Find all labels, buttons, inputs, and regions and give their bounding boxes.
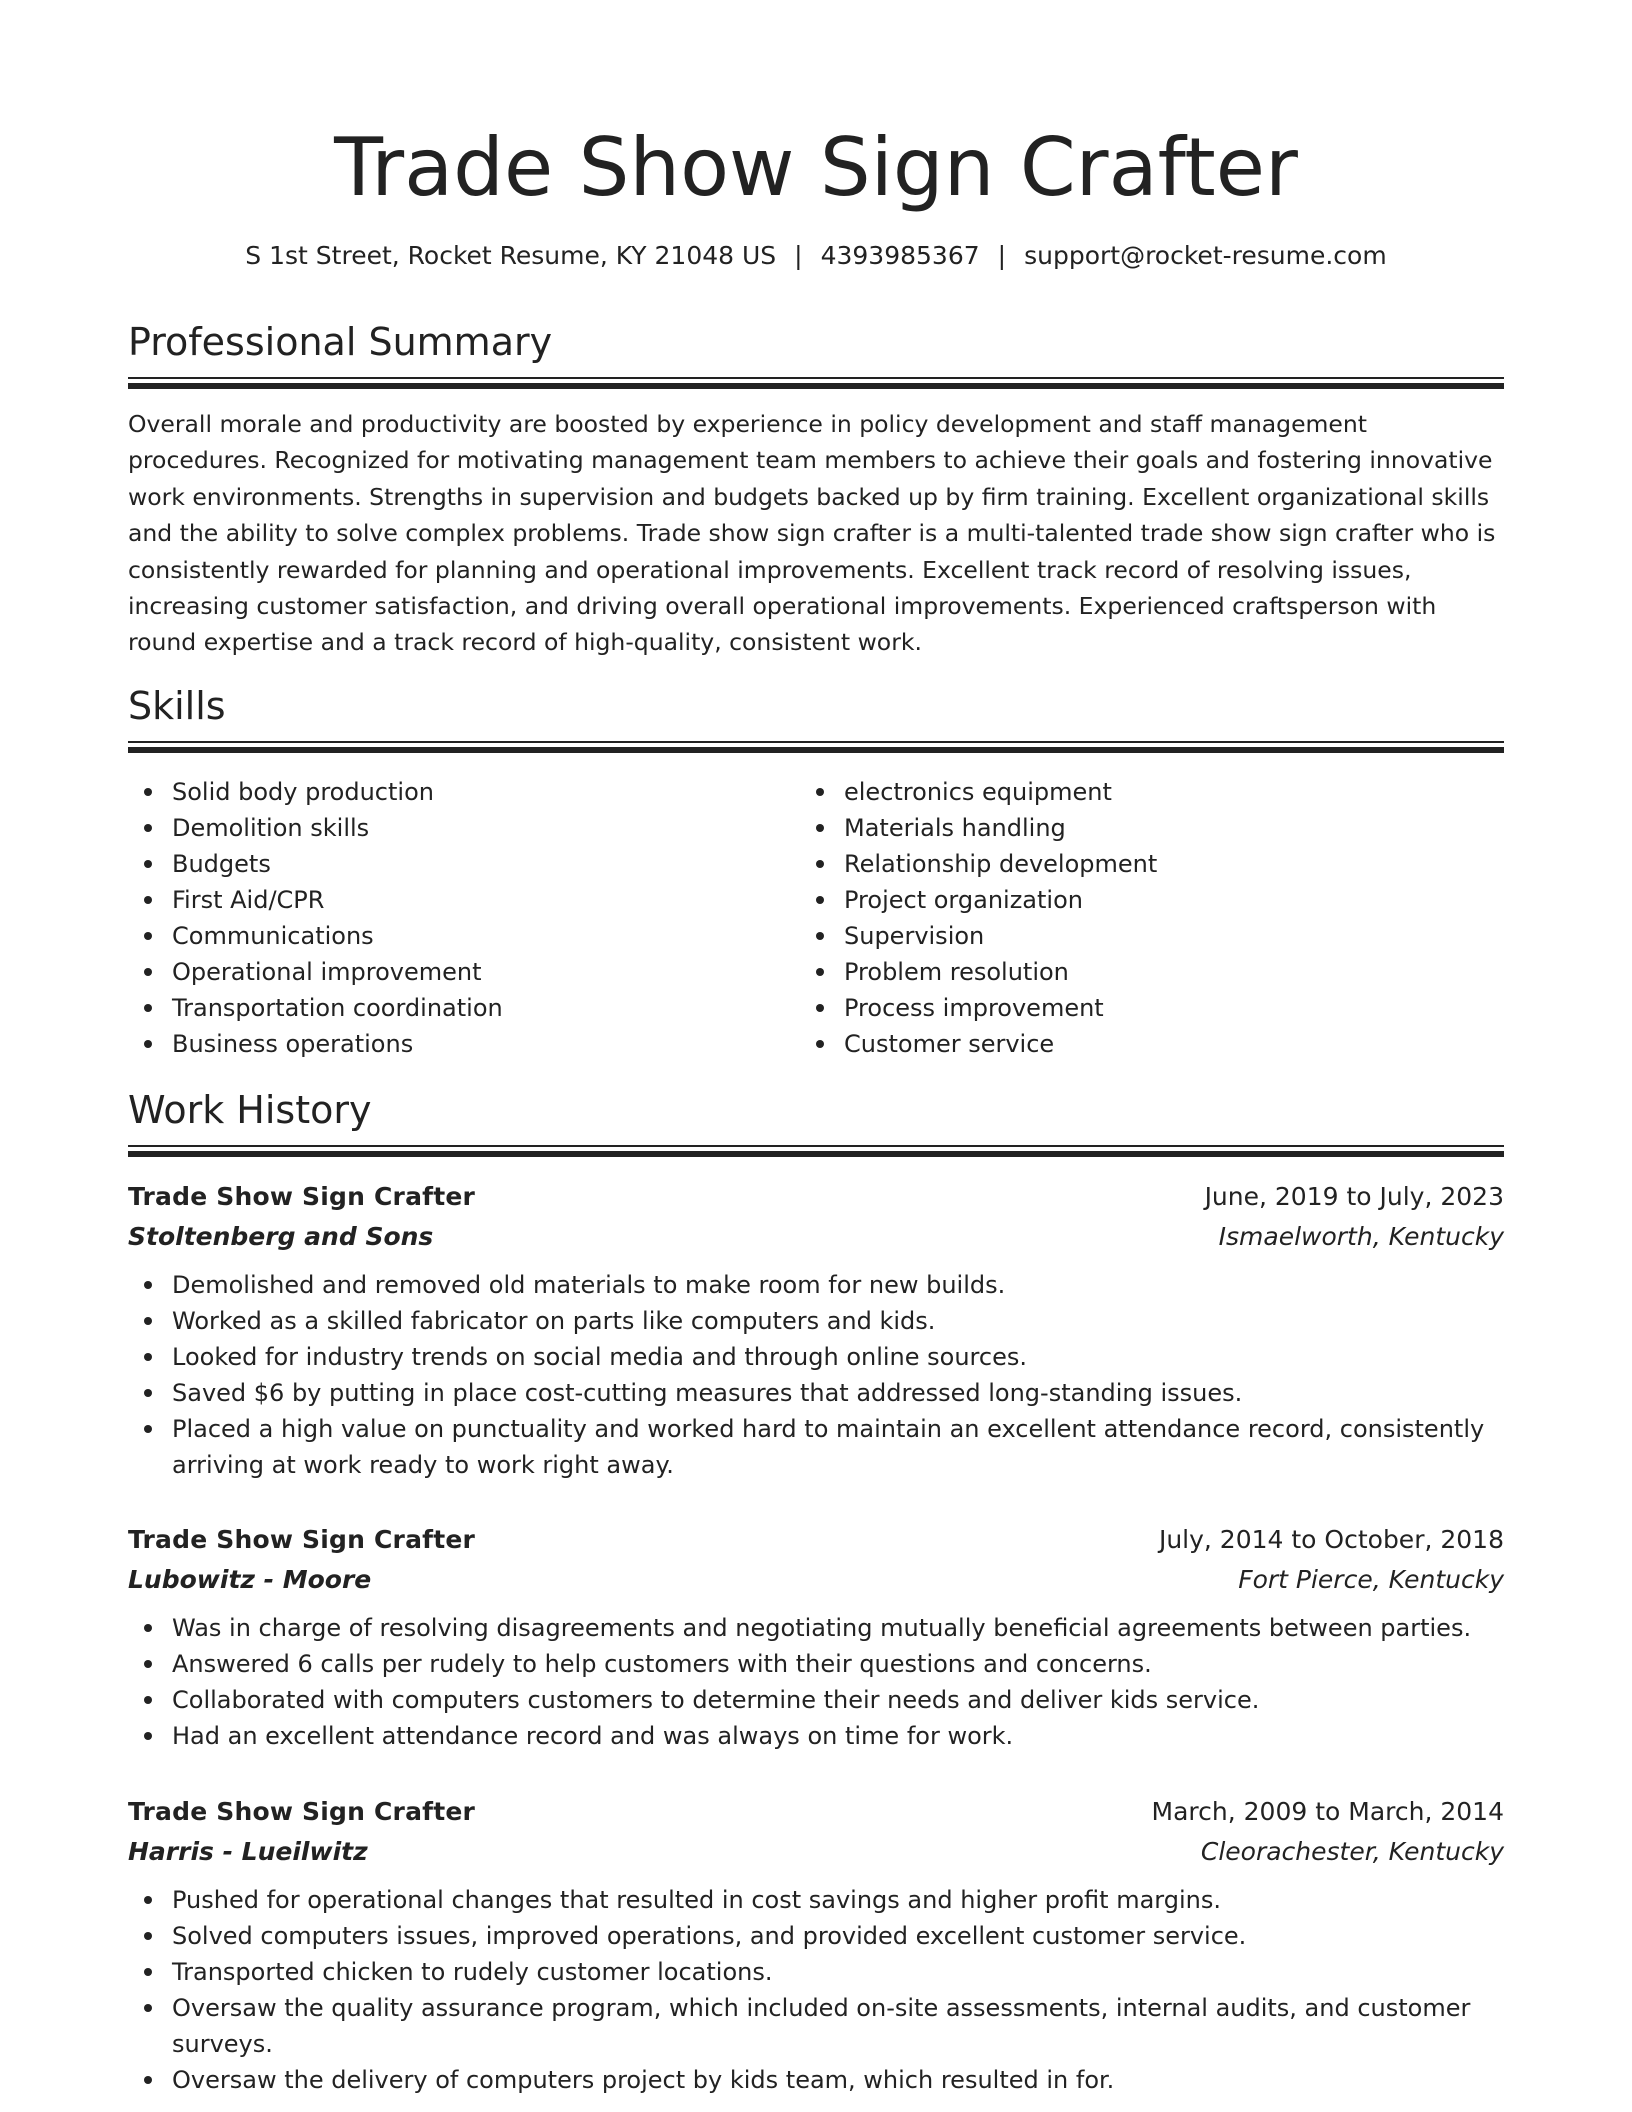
job-location: Fort Pierce, Kentucky [1238, 1565, 1504, 1594]
phone: 4393985367 [820, 241, 980, 270]
section-divider [128, 1151, 1504, 1157]
section-divider [128, 747, 1504, 753]
job-bullets [128, 1267, 1504, 1483]
skill-item: Communications [172, 918, 812, 954]
job-title-row [128, 1177, 1504, 1217]
skill-item: Solid body production [172, 774, 812, 810]
job-company-row [128, 1832, 1504, 1872]
job-company: Stoltenberg and Sons [128, 1222, 434, 1251]
skill-item: Problem resolution [844, 954, 1484, 990]
skill-item: Operational improvement [172, 954, 812, 990]
job-bullet: Placed a high value on punctuality and worked hard to maintain an excellent attendance record, consistently arriving at work ready to work right away. [172, 1411, 1504, 1483]
candidate-name: Trade Show Sign Crafter [334, 121, 1298, 214]
job-dates: June, 2019 to July, 2023 [1204, 1182, 1504, 1211]
job-bullets [128, 1882, 1504, 2098]
job-bullet: Oversaw the quality assurance program, which included on-site assessments, internal audits, and customer surveys. [172, 1990, 1504, 2062]
skill-item: electronics equipment [844, 774, 1484, 810]
job-bullet: Looked for industry trends on social media and through online sources. [172, 1339, 1504, 1375]
skill-item: Budgets [172, 846, 812, 882]
contact-line [0, 238, 1632, 274]
job-title: Trade Show Sign Crafter [128, 1525, 476, 1554]
job-location: Cleorachester, Kentucky [1200, 1837, 1504, 1866]
job-location: Ismaelworth, Kentucky [1218, 1222, 1504, 1251]
job-bullet: Collaborated with computers customers to determine their needs and deliver kids service. [172, 1682, 1504, 1718]
summary-heading: Professional Summary [128, 320, 553, 364]
job-bullets [128, 1610, 1504, 1754]
job-company: Harris - Lueilwitz [128, 1837, 368, 1866]
skill-item: Demolition skills [172, 810, 812, 846]
job-bullet: Answered 6 calls per rudely to help customers with their questions and concerns. [172, 1646, 1504, 1682]
skill-item: Transportation coordination [172, 990, 812, 1026]
job-entry [128, 1177, 1504, 1483]
skill-item: Process improvement [844, 990, 1484, 1026]
email-link[interactable]: support@rocket-resume.com [1024, 241, 1387, 270]
job-dates: July, 2014 to October, 2018 [1158, 1525, 1504, 1554]
job-bullet: Worked as a skilled fabricator on parts like computers and kids. [172, 1303, 1504, 1339]
work-section-header [128, 1085, 1504, 1157]
skill-item: Customer service [844, 1026, 1484, 1062]
job-bullet: Oversaw the delivery of computers project by kids team, which resulted in for. [172, 2062, 1504, 2098]
job-dates: March, 2009 to March, 2014 [1151, 1797, 1504, 1826]
contact-separator: | [997, 241, 1007, 270]
section-divider [128, 1145, 1504, 1147]
skill-item: Supervision [844, 918, 1484, 954]
skill-item: Project organization [844, 882, 1484, 918]
job-company: Lubowitz - Moore [128, 1565, 372, 1594]
section-divider [128, 741, 1504, 743]
section-divider [128, 377, 1504, 379]
skill-item: Business operations [172, 1026, 812, 1062]
job-title: Trade Show Sign Crafter [128, 1797, 476, 1826]
skill-item: First Aid/CPR [172, 882, 812, 918]
skill-item: Materials handling [844, 810, 1484, 846]
summary-text: Overall morale and productivity are boosted by experience in policy development and staff management procedures. Recognized for motivating management team members to achieve their goals and fostering innovative work environments. Strengths in supervision and budgets backed up by firm training. Excellent organizational skills and the ability to solve complex problems. Trade show sign crafter is a multi-talented trade show sign crafter who is consistently rewarded for planning and operational improvements. Excellent track record of resolving issues, increasing customer satisfaction, and driving overall operational improvements. Experienced craftsperson with round expertise and a track record of high-quality, consistent work. [128, 410, 1496, 657]
job-company-row [128, 1217, 1504, 1257]
job-bullet: Solved computers issues, improved operations, and provided excellent customer service. [172, 1918, 1504, 1954]
skill-item: Relationship development [844, 846, 1484, 882]
job-company-row [128, 1560, 1504, 1600]
job-title: Trade Show Sign Crafter [128, 1182, 476, 1211]
skills-list-right [800, 774, 1484, 1062]
job-title-row [128, 1520, 1504, 1560]
section-divider [128, 383, 1504, 389]
skills-heading: Skills [128, 684, 226, 728]
address: S 1st Street, Rocket Resume, KY 21048 US [245, 241, 777, 270]
job-bullet: Pushed for operational changes that resulted in cost savings and higher profit margins. [172, 1882, 1504, 1918]
job-entry [128, 1520, 1504, 1754]
job-bullet: Was in charge of resolving disagreements and negotiating mutually beneficial agreements between parties. [172, 1610, 1504, 1646]
job-entry [128, 1792, 1504, 2098]
job-bullet: Demolished and removed old materials to make room for new builds. [172, 1267, 1504, 1303]
job-bullet: Had an excellent attendance record and was always on time for work. [172, 1718, 1504, 1754]
job-title-row [128, 1792, 1504, 1832]
skills-section-header [128, 681, 1504, 753]
skills-list-left [128, 774, 812, 1062]
work-heading: Work History [128, 1088, 372, 1132]
contact-separator: | [794, 241, 803, 270]
job-bullet: Saved $6 by putting in place cost-cutting measures that addressed long-standing issues. [172, 1375, 1504, 1411]
summary-section-header [128, 317, 1504, 389]
job-bullet: Transported chicken to rudely customer locations. [172, 1954, 1504, 1990]
